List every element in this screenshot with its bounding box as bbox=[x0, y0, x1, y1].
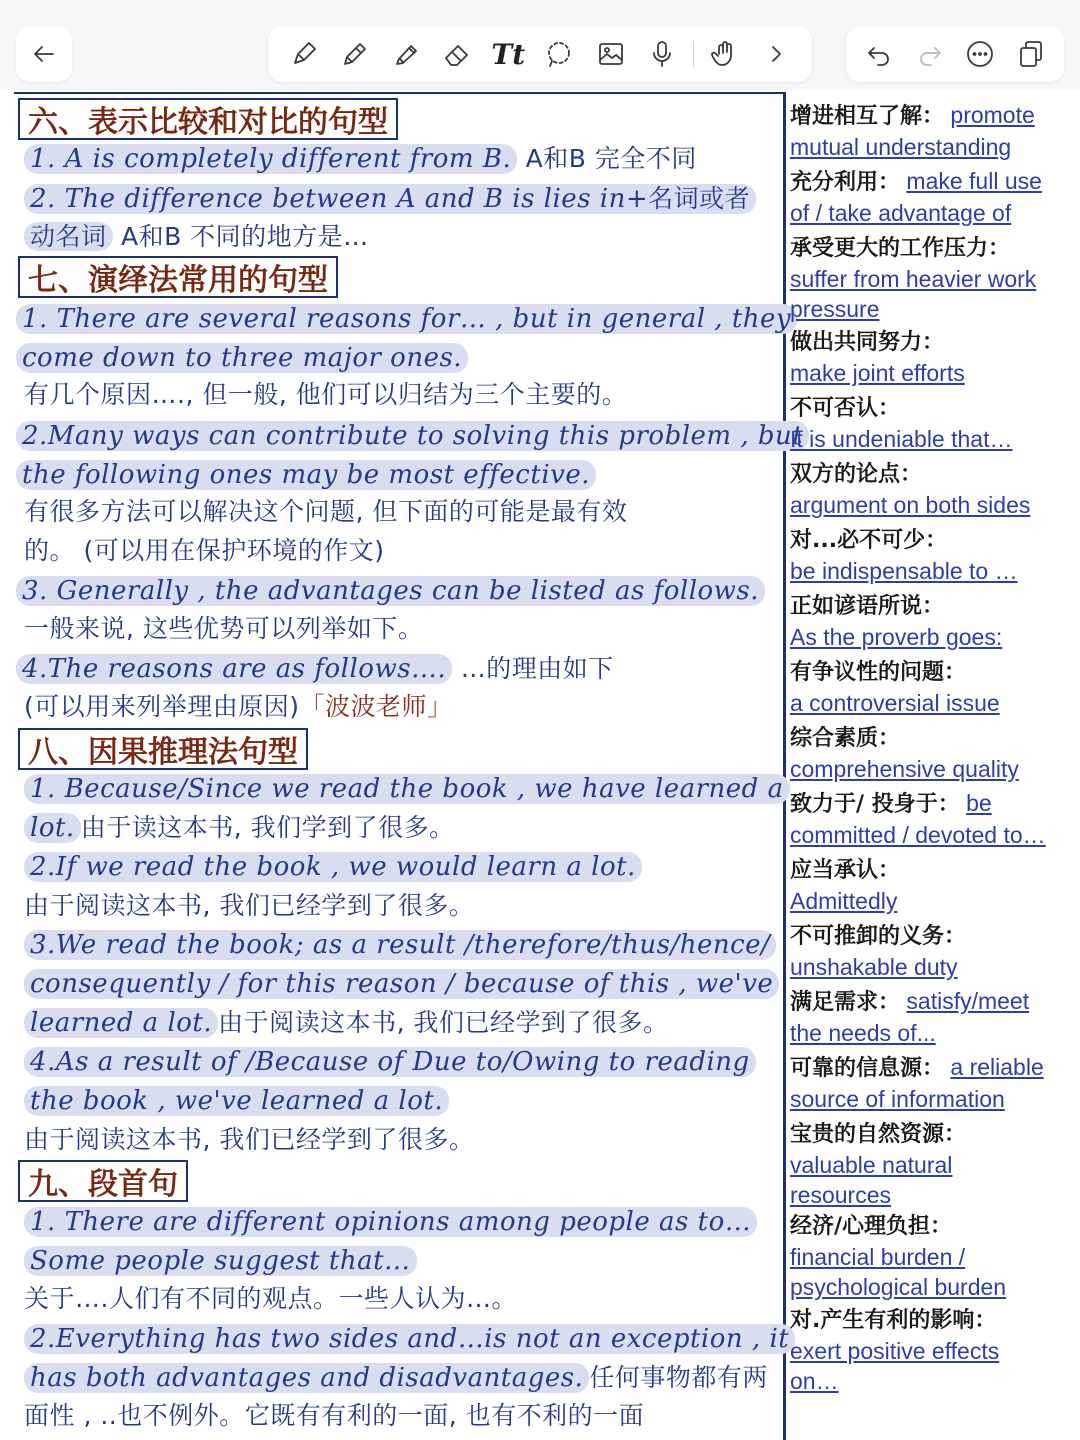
glossary-term: 满足需求： bbox=[790, 990, 901, 1015]
glossary-link[interactable]: make joint efforts bbox=[790, 360, 965, 386]
actions-group bbox=[846, 26, 1064, 82]
lasso-icon[interactable] bbox=[539, 34, 579, 74]
column-divider bbox=[783, 92, 786, 1440]
glossary-term: 增进相互了解： bbox=[790, 104, 945, 129]
note-line bbox=[24, 182, 756, 216]
glossary-link[interactable]: unshakable duty bbox=[790, 954, 958, 980]
glossary-entry bbox=[790, 392, 1076, 454]
section-heading: 九、段首句 bbox=[18, 1160, 188, 1202]
highlighted-text: consequently / for this reason / because of this , we've bbox=[24, 969, 779, 999]
glossary-link[interactable]: It is undeniable that… bbox=[790, 426, 1013, 452]
glossary-link[interactable]: committed / devoted to… bbox=[790, 822, 1046, 848]
glossary-link[interactable]: exert positive effects bbox=[790, 1338, 1000, 1364]
glossary-term: 承受更大的工作压力： bbox=[790, 236, 1011, 261]
highlighted-text: 4.The reasons are as follows…. bbox=[16, 654, 452, 684]
highlighter-icon[interactable] bbox=[386, 34, 426, 74]
glossary-link[interactable]: resources bbox=[790, 1182, 891, 1208]
highlighted-text: 3. Generally , the advantages can be listed as follows. bbox=[16, 576, 765, 606]
glossary-entry bbox=[790, 854, 1076, 916]
glossary-term: 经济/心理负担： bbox=[790, 1214, 953, 1239]
note-line bbox=[16, 341, 468, 375]
glossary-entry bbox=[790, 920, 1076, 982]
highlighted-text: come down to three major ones. bbox=[16, 343, 468, 373]
glossary-term: 做出共同努力： bbox=[790, 330, 945, 355]
chinese-text: 任何事物都有两 bbox=[589, 1363, 768, 1392]
pages-icon[interactable] bbox=[1011, 34, 1051, 74]
glossary-term: 宝贵的自然资源： bbox=[790, 1122, 967, 1147]
glossary-link[interactable]: a reliable bbox=[950, 1054, 1044, 1080]
section-heading: 七、演绎法常用的句型 bbox=[18, 256, 338, 298]
toolbar bbox=[0, 0, 1080, 90]
glossary-link[interactable]: promote bbox=[950, 102, 1035, 128]
chinese-text: 由于读这本书, 我们学到了很多。 bbox=[80, 813, 455, 842]
glossary-entry bbox=[790, 590, 1076, 652]
back-group bbox=[16, 26, 72, 82]
glossary-term: 对.产生有利的影响： bbox=[790, 1308, 997, 1333]
note-line bbox=[24, 1205, 757, 1239]
note-line: 由于阅读这本书, 我们已经学到了很多。 bbox=[24, 891, 475, 920]
section-heading: 八、因果推理法句型 bbox=[18, 728, 308, 770]
note-line: 有几个原因…., 但一般, 他们可以归结为三个主要的。 bbox=[24, 380, 628, 409]
note-line bbox=[24, 1361, 768, 1395]
highlighted-text: the book , we've learned a lot. bbox=[24, 1086, 449, 1116]
note-line bbox=[16, 574, 765, 608]
glossary-entry bbox=[790, 1052, 1076, 1114]
note-line bbox=[24, 1006, 669, 1040]
pencil-icon[interactable] bbox=[335, 34, 375, 74]
glossary-link[interactable]: of / take advantage of bbox=[790, 200, 1012, 226]
note-line: 有很多方法可以解决这个问题, 但下面的可能是最有效 bbox=[24, 497, 628, 526]
highlighted-text: 1. A is completely different from B. bbox=[24, 144, 517, 174]
glossary-entry bbox=[790, 100, 1076, 162]
note-line: 面性 , ..也不例外。它既有有利的一面, 也有不利的一面 bbox=[24, 1401, 645, 1430]
note-line bbox=[24, 811, 455, 845]
glossary-entry bbox=[790, 1210, 1076, 1302]
glossary-link[interactable]: satisfy/meet bbox=[906, 988, 1030, 1014]
highlighted-text: 2.Many ways can contribute to solving this problem , but bbox=[16, 421, 809, 451]
glossary-link[interactable]: source of information bbox=[790, 1086, 1005, 1112]
tool-palette bbox=[268, 26, 812, 82]
glossary-entry bbox=[790, 166, 1076, 228]
highlighted-text: 1. Because/Since we read the book , we have learned a bbox=[24, 774, 790, 804]
note-line bbox=[24, 142, 697, 176]
glossary-entry bbox=[790, 722, 1076, 784]
glossary-term: 可靠的信息源： bbox=[790, 1056, 945, 1081]
glossary-entry bbox=[790, 656, 1076, 718]
glossary-link[interactable]: make full use bbox=[906, 168, 1042, 194]
note-line bbox=[24, 1084, 449, 1118]
note-line bbox=[24, 1244, 417, 1278]
note-line bbox=[24, 1322, 795, 1356]
glossary-term: 双方的论点： bbox=[790, 462, 923, 487]
glossary-link[interactable]: a controversial issue bbox=[790, 690, 1000, 716]
glossary-term: 不可否认： bbox=[790, 396, 901, 421]
glossary-term: 应当承认： bbox=[790, 858, 901, 883]
note-line bbox=[24, 1045, 756, 1079]
chevron-right-icon[interactable] bbox=[756, 34, 796, 74]
highlighted-text: has both advantages and disadvantages. bbox=[24, 1363, 589, 1393]
note-line bbox=[24, 772, 790, 806]
glossary-term: 正如谚语所说： bbox=[790, 594, 945, 619]
glossary-entry bbox=[790, 1304, 1076, 1396]
glossary-link[interactable]: psychological burden bbox=[790, 1274, 1007, 1300]
arrow-left-icon[interactable] bbox=[24, 34, 64, 74]
note-line bbox=[24, 928, 776, 962]
highlighted-text: 3.We read the book; as a result /therefore/thus/hence/ bbox=[24, 930, 776, 960]
chinese-text: A和B 不同的地方是… bbox=[112, 222, 369, 251]
chinese-text: 由于阅读这本书, 我们已经学到了很多。 bbox=[218, 1008, 669, 1037]
glossary-entry bbox=[790, 788, 1076, 850]
chinese-text: …的理由如下 bbox=[452, 654, 614, 683]
top-rule bbox=[14, 92, 784, 94]
glossary-entry bbox=[790, 326, 1076, 388]
glossary-link[interactable]: financial burden / bbox=[790, 1244, 966, 1270]
glossary-entry bbox=[790, 524, 1076, 586]
glossary-link[interactable]: valuable natural bbox=[790, 1152, 953, 1178]
highlighted-text: the following ones may be most effective. bbox=[16, 460, 596, 490]
note-line: 的。 (可以用在保护环境的作文) bbox=[24, 536, 385, 565]
author-tag: 「波波老师」 bbox=[299, 692, 453, 721]
note-line bbox=[16, 419, 809, 453]
note-line bbox=[16, 302, 797, 336]
glossary-link[interactable]: the needs of... bbox=[790, 1020, 936, 1046]
glossary-link[interactable]: As the proverb goes: bbox=[790, 624, 1003, 650]
glossary-term: 致力于/ 投身于： bbox=[790, 792, 960, 817]
glossary-link[interactable]: argument on both sides bbox=[790, 492, 1031, 518]
glossary-link[interactable]: pressure bbox=[790, 296, 880, 322]
pen-icon[interactable] bbox=[284, 34, 324, 74]
toolbar-separator bbox=[693, 41, 694, 67]
glossary-link[interactable]: be indispensable to … bbox=[790, 558, 1018, 584]
highlighted-text: learned a lot. bbox=[24, 1008, 218, 1038]
text-tool-icon[interactable] bbox=[488, 34, 528, 74]
note-line bbox=[24, 690, 453, 724]
note-line bbox=[24, 850, 642, 884]
text-tool-label: Tt bbox=[491, 37, 526, 71]
eraser-icon[interactable] bbox=[437, 34, 477, 74]
chinese-text: A和B 完全不同 bbox=[517, 144, 697, 173]
note-line bbox=[24, 967, 779, 1001]
image-icon[interactable] bbox=[591, 34, 631, 74]
note-line: 由于阅读这本书, 我们已经学到了很多。 bbox=[24, 1125, 475, 1154]
highlighted-text: 2. The difference between A and B is lies in+名词或者 bbox=[24, 184, 756, 214]
glossary-link[interactable]: on… bbox=[790, 1368, 839, 1394]
highlighted-text: lot. bbox=[24, 813, 81, 843]
glossary-entry bbox=[790, 986, 1076, 1048]
glossary-entry bbox=[790, 458, 1076, 520]
highlighted-text: 4.As a result of /Because of Due to/Owing to reading bbox=[24, 1047, 756, 1077]
chinese-text: (可以用来列举理由原因) bbox=[24, 692, 300, 721]
note-line: 关于….人们有不同的观点。一些人认为…。 bbox=[24, 1284, 517, 1313]
section-heading: 六、表示比较和对比的句型 bbox=[18, 98, 398, 140]
glossary-link[interactable]: mutual understanding bbox=[790, 134, 1012, 160]
glossary-link[interactable]: be bbox=[966, 790, 992, 816]
more-icon[interactable] bbox=[960, 34, 1000, 74]
highlighted-text: 1. There are different opinions among people as to… bbox=[24, 1207, 757, 1237]
glossary-entry bbox=[790, 1118, 1076, 1210]
glossary-term: 充分利用： bbox=[790, 170, 901, 195]
highlighted-text: 动名词 bbox=[24, 222, 113, 251]
glossary-term: 不可推卸的义务： bbox=[790, 924, 967, 949]
redo-icon[interactable] bbox=[910, 34, 950, 74]
note-line bbox=[16, 652, 614, 686]
glossary-term: 对...必不可少： bbox=[790, 528, 948, 553]
glossary-term: 有争议性的问题： bbox=[790, 660, 967, 685]
highlighted-text: 2.Everything has two sides and…is not an exception , it bbox=[24, 1324, 795, 1354]
glossary-entry bbox=[790, 232, 1076, 324]
glossary-link[interactable]: comprehensive quality bbox=[790, 756, 1019, 782]
highlighted-text: Some people suggest that… bbox=[24, 1246, 417, 1276]
glossary-link[interactable]: Admittedly bbox=[790, 888, 898, 914]
note-line bbox=[16, 458, 596, 492]
glossary-link[interactable]: suffer from heavier work bbox=[790, 266, 1037, 292]
undo-icon[interactable] bbox=[859, 34, 899, 74]
note-line bbox=[24, 220, 369, 254]
glossary-term: 综合素质： bbox=[790, 726, 901, 751]
microphone-icon[interactable] bbox=[642, 34, 682, 74]
hand-icon[interactable] bbox=[705, 34, 745, 74]
note-line: 一般来说, 这些优势可以列举如下。 bbox=[24, 614, 424, 643]
highlighted-text: 1. There are several reasons for… , but in general , they bbox=[16, 304, 797, 334]
highlighted-text: 2.If we read the book , we would learn a lot. bbox=[24, 852, 642, 882]
